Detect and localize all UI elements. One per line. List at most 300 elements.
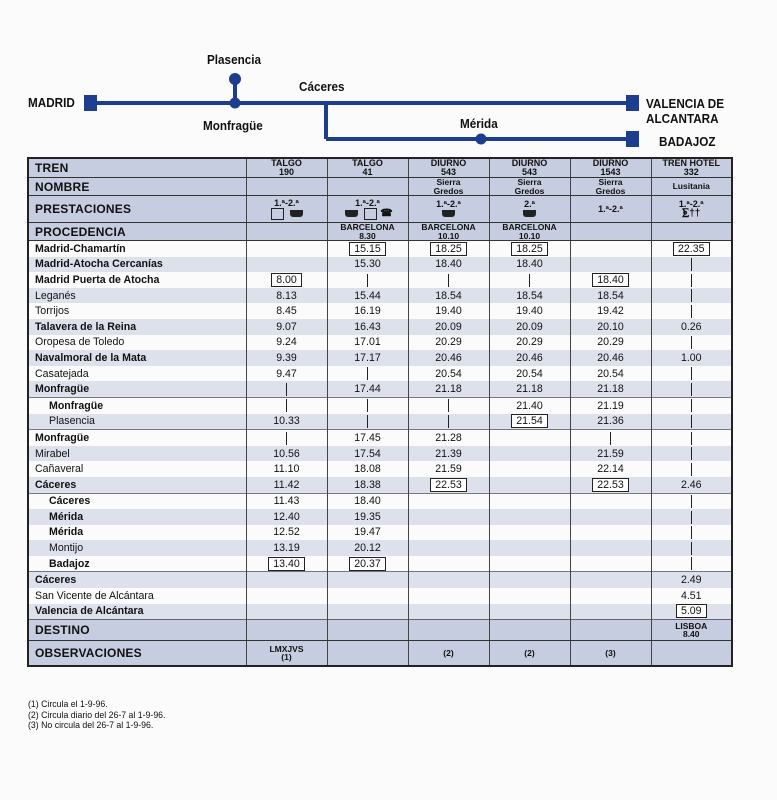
passes-through-line — [610, 432, 611, 445]
procedencia-label-text: PROCEDENCIA — [35, 224, 126, 239]
station-name-cell — [28, 572, 246, 588]
time-cell — [327, 604, 408, 620]
station-name-cell — [28, 241, 246, 257]
monfrague-label: Monfragüe — [203, 118, 263, 133]
station-row — [28, 525, 732, 541]
passes-through-line — [691, 511, 692, 524]
station-name: Plasencia — [49, 415, 95, 428]
time-cell — [408, 303, 489, 319]
time-cell — [246, 366, 327, 382]
service-icons — [490, 209, 570, 218]
time-value: 22.14 — [597, 463, 624, 476]
time-cell — [246, 350, 327, 366]
time-cell — [408, 335, 489, 351]
time-cell — [327, 303, 408, 319]
coffee-cup-icon — [345, 210, 358, 217]
time-cell — [408, 319, 489, 335]
boxed-time: 15.15 — [349, 242, 386, 256]
time-cell — [246, 303, 327, 319]
time-cell — [651, 446, 732, 462]
observation-cell — [489, 641, 570, 667]
time-cell — [651, 430, 732, 446]
time-cell — [651, 493, 732, 509]
station-name: Monfragüe — [49, 399, 104, 412]
station-row — [28, 366, 732, 382]
time-cell — [570, 556, 651, 572]
prestaciones-cell — [408, 196, 489, 223]
observation-line: LMXJVS — [269, 643, 304, 654]
station-name-cell — [28, 493, 246, 509]
time-cell — [246, 288, 327, 304]
time-cell — [570, 604, 651, 620]
time-cell — [246, 525, 327, 541]
station-name-cell — [28, 350, 246, 366]
station-name-cell — [28, 556, 246, 572]
time-cell — [570, 509, 651, 525]
train-name-line: Lusitania — [672, 181, 710, 192]
time-value: 17.45 — [354, 431, 381, 444]
time-cell — [570, 572, 651, 588]
station-name: Valencia de Alcántara — [35, 605, 144, 618]
time-cell — [570, 272, 651, 288]
passes-through-line — [691, 526, 692, 539]
badajoz-label: BADAJOZ — [659, 134, 716, 149]
time-value: 19.47 — [354, 526, 381, 539]
time-cell — [246, 241, 327, 257]
origin-cell — [651, 223, 732, 241]
passes-through-line — [691, 557, 692, 570]
time-cell — [327, 493, 408, 509]
time-value: 20.54 — [435, 367, 462, 380]
station-name-cell — [28, 288, 246, 304]
train-number: 41 — [362, 167, 373, 177]
time-cell — [651, 381, 732, 397]
train-number: 543 — [440, 167, 457, 177]
train-column-header — [408, 158, 489, 178]
time-cell — [408, 572, 489, 588]
time-cell — [246, 446, 327, 462]
time-cell — [489, 366, 570, 382]
station-name: Madrid-Atocha Cercanías — [35, 258, 163, 271]
train-column-header — [246, 158, 327, 178]
time-value: 0.26 — [680, 320, 702, 333]
passes-through-line — [691, 258, 692, 271]
time-cell — [408, 556, 489, 572]
time-cell — [408, 381, 489, 397]
class-availability: 1.ª-2.ª — [355, 197, 380, 208]
time-cell — [489, 556, 570, 572]
observation-line: (2) — [524, 648, 535, 658]
time-cell — [651, 572, 732, 588]
time-value: 20.46 — [435, 351, 462, 364]
time-cell — [651, 257, 732, 273]
observation-line: (3) — [605, 648, 616, 658]
footnote-2: (2) Circula diario del 26-7 al 1-9-96. — [28, 709, 166, 721]
time-value: 21.18 — [435, 383, 462, 396]
prestaciones-cell — [570, 196, 651, 223]
time-cell — [489, 272, 570, 288]
origin-line: 10.10 — [437, 230, 460, 241]
train-type: DIURNO — [592, 158, 629, 168]
time-cell — [246, 414, 327, 430]
class-availability: 2.ª — [524, 199, 535, 209]
train-column-header — [327, 158, 408, 178]
boxed-time: 22.35 — [673, 242, 710, 256]
time-value: 18.40 — [354, 495, 381, 508]
monfrague-station-dot — [230, 98, 241, 109]
time-value: 18.08 — [354, 463, 381, 476]
station-row — [28, 430, 732, 446]
destino-label-text: DESTINO — [35, 623, 90, 638]
passes-through-line — [691, 383, 692, 396]
boxed-time: 22.53 — [430, 478, 467, 492]
station-row — [28, 288, 732, 304]
observation-line: (2) — [443, 648, 454, 658]
train-header-row — [28, 158, 732, 178]
class-availability: 1.ª-2.ª — [274, 197, 299, 208]
time-cell — [570, 430, 651, 446]
station-name-cell — [28, 272, 246, 288]
station-name: Badajoz — [49, 557, 90, 570]
time-cell — [651, 241, 732, 257]
passes-through-line — [691, 542, 692, 555]
passes-through-line — [448, 415, 449, 428]
time-value: 1.00 — [680, 351, 702, 364]
station-name: Mirabel — [35, 447, 70, 460]
time-cell — [489, 572, 570, 588]
time-value: 16.43 — [354, 320, 381, 333]
passes-through-line — [691, 495, 692, 508]
madrid-terminal-marker — [84, 95, 97, 111]
station-name-cell — [28, 257, 246, 273]
train-type: TREN HOTEL — [662, 158, 720, 168]
coffee-cup-icon — [442, 210, 455, 217]
destino-row — [28, 620, 732, 641]
prestaciones-cell — [489, 196, 570, 223]
time-cell — [489, 430, 570, 446]
tren-label-text: TREN — [35, 161, 69, 175]
time-cell — [651, 335, 732, 351]
station-row — [28, 493, 732, 509]
time-cell — [651, 477, 732, 493]
train-type: DIURNO — [430, 158, 467, 168]
time-value: 21.36 — [597, 415, 624, 428]
time-cell — [489, 319, 570, 335]
class-availability: 1.ª-2.ª — [678, 198, 704, 209]
time-cell — [408, 257, 489, 273]
time-cell — [246, 509, 327, 525]
observation-cell — [408, 641, 489, 667]
room-icon — [271, 208, 284, 220]
boxed-time: 13.40 — [268, 557, 305, 571]
time-value: 20.29 — [597, 336, 624, 349]
passes-through-line — [448, 399, 449, 412]
station-name: Madrid-Chamartín — [35, 242, 126, 255]
station-row — [28, 556, 732, 572]
time-value: 19.40 — [516, 305, 543, 318]
time-value: 2.46 — [680, 478, 702, 491]
train-number: 190 — [278, 167, 295, 177]
station-row — [28, 414, 732, 430]
cutlery-icon: †† — [689, 208, 701, 220]
time-cell — [489, 493, 570, 509]
prestaciones-cell — [651, 196, 732, 223]
train-type: TALGO — [271, 158, 302, 168]
destination-cell — [408, 620, 489, 641]
time-cell — [408, 446, 489, 462]
origin-line: BARCELONA — [502, 222, 557, 232]
valencia-terminal-marker — [626, 95, 639, 111]
boxed-time: 21.54 — [511, 414, 548, 428]
time-cell — [408, 241, 489, 257]
destino-label — [28, 620, 246, 641]
time-value: 17.17 — [354, 351, 381, 364]
footnote-1: (1) Circula el 1-9-96. — [28, 699, 108, 710]
station-name-cell — [28, 525, 246, 541]
time-value: 19.35 — [354, 510, 381, 523]
time-value: 19.40 — [435, 305, 462, 318]
time-cell — [327, 477, 408, 493]
train-name-cell — [489, 178, 570, 196]
station-row — [28, 319, 732, 335]
time-value: 9.24 — [276, 336, 297, 349]
time-cell — [570, 381, 651, 397]
time-cell — [327, 509, 408, 525]
service-icons — [328, 208, 408, 220]
station-row — [28, 588, 732, 604]
time-cell — [651, 461, 732, 477]
time-cell — [651, 556, 732, 572]
station-name: Leganés — [35, 289, 76, 302]
train-name-line: Sierra — [517, 177, 542, 187]
time-cell — [570, 493, 651, 509]
time-cell — [489, 257, 570, 273]
time-cell — [570, 525, 651, 541]
procedencia-label — [28, 223, 246, 241]
time-value: 17.01 — [354, 336, 381, 349]
train-number: 543 — [521, 167, 538, 177]
time-cell — [570, 303, 651, 319]
boxed-time: 18.40 — [592, 273, 629, 287]
time-cell — [570, 540, 651, 556]
prestaciones-cell — [327, 196, 408, 223]
time-value: 9.47 — [276, 367, 297, 380]
prestaciones-label-text: PRESTACIONES — [35, 202, 132, 216]
time-value: 11.43 — [273, 495, 300, 508]
time-value: 17.44 — [354, 383, 381, 396]
station-name: Cáceres — [35, 478, 77, 491]
time-cell — [408, 397, 489, 413]
time-value: 4.51 — [680, 589, 702, 602]
time-cell — [489, 588, 570, 604]
boxed-time: 5.09 — [676, 604, 707, 618]
observation-cell — [651, 641, 732, 667]
passes-through-line — [691, 305, 692, 318]
passes-through-line — [691, 399, 692, 412]
station-row — [28, 272, 732, 288]
train-name-cell — [246, 178, 327, 196]
origin-cell — [246, 223, 327, 241]
valencia-label-line1: VALENCIA DE — [646, 96, 725, 111]
boxed-time: 18.25 — [511, 242, 548, 256]
time-value: 20.54 — [597, 367, 624, 380]
time-value: 18.40 — [435, 258, 462, 271]
time-value: 21.28 — [435, 431, 462, 444]
station-name: Mérida — [49, 526, 84, 539]
station-name-cell — [28, 397, 246, 413]
station-row — [28, 540, 732, 556]
observation-cell — [570, 641, 651, 667]
station-name: Monfragüe — [35, 383, 90, 396]
destination-cell — [246, 620, 327, 641]
time-cell — [651, 540, 732, 556]
time-cell — [408, 493, 489, 509]
station-name: Casatejada — [35, 367, 89, 380]
observaciones-label — [28, 641, 246, 667]
time-value: 20.46 — [516, 351, 543, 364]
time-cell — [489, 350, 570, 366]
time-cell — [327, 572, 408, 588]
station-name: Cáceres — [49, 495, 91, 508]
station-name-cell — [28, 477, 246, 493]
time-cell — [570, 335, 651, 351]
station-name: Montijo — [49, 542, 84, 555]
time-cell — [570, 588, 651, 604]
time-cell — [489, 604, 570, 620]
time-cell — [246, 477, 327, 493]
coffee-cup-icon — [290, 210, 303, 217]
time-cell — [651, 272, 732, 288]
time-value: 8.45 — [276, 305, 297, 318]
passes-through-line — [691, 447, 692, 460]
time-value: 18.54 — [435, 289, 462, 302]
time-cell — [489, 446, 570, 462]
time-cell — [408, 604, 489, 620]
prestaciones-cell — [246, 196, 327, 223]
time-cell — [570, 257, 651, 273]
time-value: 21.59 — [435, 463, 462, 476]
time-cell — [408, 477, 489, 493]
time-cell — [651, 604, 732, 620]
time-cell — [408, 588, 489, 604]
badajoz-terminal-marker — [626, 131, 639, 147]
time-value: 21.39 — [435, 447, 462, 460]
time-cell — [651, 319, 732, 335]
station-row — [28, 477, 732, 493]
time-cell — [651, 588, 732, 604]
station-row — [28, 604, 732, 620]
time-cell — [327, 257, 408, 273]
time-cell — [570, 414, 651, 430]
time-cell — [327, 525, 408, 541]
time-cell — [570, 477, 651, 493]
time-cell — [570, 446, 651, 462]
time-cell — [327, 397, 408, 413]
plasencia-station-dot — [229, 73, 241, 85]
station-name-cell — [28, 588, 246, 604]
time-cell — [489, 540, 570, 556]
nombre-label — [28, 178, 246, 196]
footnotes — [28, 700, 177, 732]
train-number: 1543 — [600, 167, 621, 177]
station-name-cell — [28, 509, 246, 525]
train-type: DIURNO — [511, 158, 548, 168]
time-cell — [246, 257, 327, 273]
service-icons — [409, 209, 489, 218]
time-cell — [651, 397, 732, 413]
train-name-line: Gredos — [595, 185, 626, 196]
time-value: 20.29 — [435, 336, 462, 349]
time-cell — [489, 241, 570, 257]
time-cell — [408, 540, 489, 556]
valencia-label-line2: ALCANTARA — [646, 111, 719, 126]
time-value: 19.42 — [597, 305, 624, 318]
time-value: 10.56 — [273, 447, 300, 460]
time-cell — [651, 350, 732, 366]
time-cell — [327, 272, 408, 288]
time-cell — [408, 350, 489, 366]
time-value: 21.19 — [597, 399, 624, 412]
train-type: TALGO — [352, 158, 383, 168]
room-icon — [364, 208, 377, 220]
time-cell — [246, 272, 327, 288]
station-name-cell — [28, 335, 246, 351]
time-cell — [246, 572, 327, 588]
time-value: 12.40 — [273, 510, 300, 523]
station-row — [28, 461, 732, 477]
time-value: 8.13 — [276, 289, 297, 302]
time-cell — [408, 461, 489, 477]
train-column-header — [489, 158, 570, 178]
origin-cell — [327, 223, 408, 241]
timetable — [27, 157, 733, 667]
destination-cell — [327, 620, 408, 641]
time-value: 20.29 — [516, 336, 543, 349]
time-cell — [327, 414, 408, 430]
train-column-header — [570, 158, 651, 178]
time-cell — [570, 366, 651, 382]
station-name-cell — [28, 461, 246, 477]
time-cell — [489, 414, 570, 430]
train-name-cell — [651, 178, 732, 196]
station-row — [28, 397, 732, 413]
passes-through-line — [691, 274, 692, 287]
bed-icon: ⨊ — [682, 207, 690, 220]
tren-label — [28, 158, 246, 178]
train-name-line: Gredos — [433, 185, 464, 196]
time-cell — [408, 430, 489, 446]
destination-cell — [489, 620, 570, 641]
passes-through-line — [286, 383, 287, 396]
madrid-label: MADRID — [28, 95, 75, 110]
station-name: Cañaveral — [35, 463, 84, 476]
time-value: 18.38 — [354, 478, 381, 491]
station-name: Oropesa de Toledo — [35, 336, 125, 349]
time-cell — [246, 604, 327, 620]
station-name: Cáceres — [35, 574, 77, 587]
time-cell — [327, 381, 408, 397]
origin-line: 10.10 — [518, 230, 541, 241]
observaciones-row — [28, 641, 732, 667]
time-cell — [570, 319, 651, 335]
station-name-cell — [28, 319, 246, 335]
time-cell — [651, 525, 732, 541]
passes-through-line — [691, 336, 692, 349]
coffee-cup-icon — [523, 210, 536, 217]
time-value: 15.30 — [354, 258, 381, 271]
station-name-cell — [28, 381, 246, 397]
station-name: Torrijos — [35, 305, 70, 318]
